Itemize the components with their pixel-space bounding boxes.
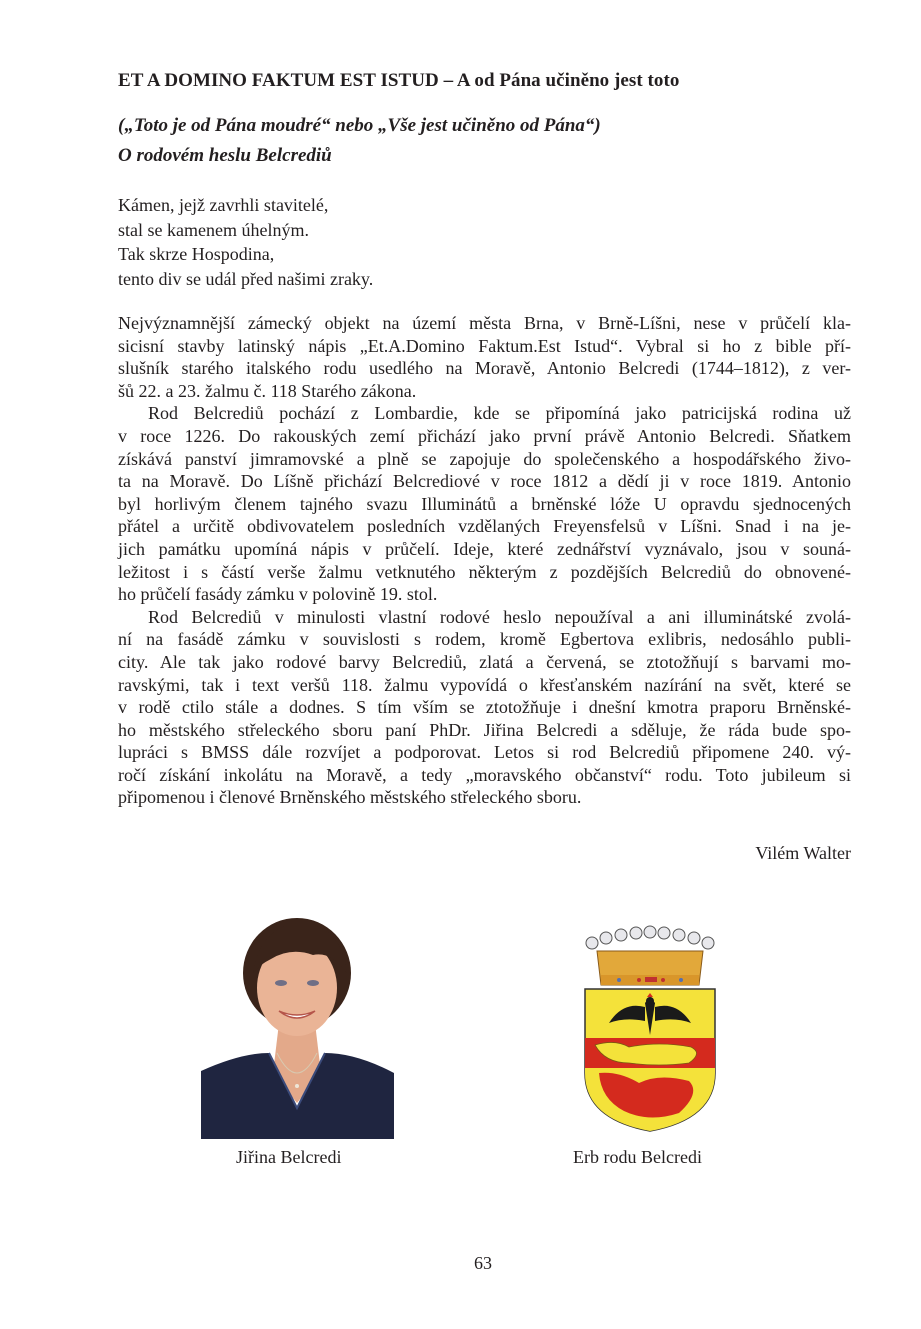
- article-subtitle-secondary: O rodovém heslu Belcrediů: [118, 145, 332, 166]
- body-line: ní na fasádě zámku v souvislosti s rodem, kromě Egbertova exlibris, nedosáhlo publi-: [118, 629, 851, 650]
- body-line: získává panství jimramovské a plně se zapojuje do společenského a hospodářského živo-: [118, 448, 851, 469]
- body-line: byl horlivým členem tajného svazu Illuminátů a brněnské lóže U opravdu sjednocených: [118, 493, 851, 514]
- body-line: ta na Moravě. Do Líšně přichází Belcrediové v roce 1812 a dědí ji v roce 1819. Antonio: [118, 471, 851, 492]
- body-line: ročí získání inkolátu na Moravě, a tedy „moravského občanství“ rodu. Toto jubileum si: [118, 764, 851, 785]
- article-heading: ET A DOMINO FAKTUM EST ISTUD – A od Pána učiněno jest toto: [118, 70, 680, 91]
- body-line: lupráci s BMSS dále rozvíjet a podporovat. Letos si rod Belcrediů připomene 240. vý-: [118, 742, 851, 763]
- article-subtitle: („Toto je od Pána moudré“ nebo „Vše jest učiněno od Pána“): [118, 115, 601, 136]
- body-line: Nejvýznamnější zámecký objekt na území města Brna, v Brně-Líšni, nese v průčelí kla-: [118, 313, 851, 333]
- author-signature: Vilém Walter: [755, 843, 851, 863]
- poem-line: Kámen, jejž zavrhli stavitelé,: [118, 195, 329, 215]
- body-line: sicisní stavby latinský nápis „Et.A.Domino Faktum.Est Istud“. Vybral si ho z bible pří-: [118, 335, 851, 356]
- portrait-caption: Jiřina Belcredi: [236, 1147, 342, 1167]
- body-line: přátel a určitě obdivovatelem posledních vzdělaných Freyensfelsů v Líšni. Snad i na je-: [118, 516, 851, 537]
- body-line: připomenou i členové Brněnského městského střeleckého sboru.: [118, 787, 582, 808]
- poem-block: [118, 193, 373, 291]
- coat-of-arms: [579, 923, 721, 1133]
- body-line: slušník starého italského rodu usedlého na Moravě, Antonio Belcredi (1744–1812), z ver-: [118, 358, 851, 379]
- coat-of-arms-caption: Erb rodu Belcredi: [573, 1147, 702, 1167]
- body-line: Rod Belcrediů pochází z Lombardie, kde se připomíná jako patricijská rodina už: [148, 403, 851, 424]
- portrait-illustration: [201, 903, 394, 1139]
- poem-line: stal se kamenem úhelným.: [118, 219, 309, 240]
- portrait-photo: [201, 903, 394, 1139]
- poem-line: tento div se udál před našimi zraky.: [118, 268, 374, 289]
- body-line: Rod Belcrediů v minulosti vlastní rodové heslo nepoužíval a ani illuminátské zvolá-: [148, 606, 851, 627]
- body-line: v rodě ctilo stále a dodnes. S tím vším se ztotožňuje i dnešní kmotra praporu Brněnské-: [118, 697, 851, 718]
- page-number: 63: [474, 1253, 492, 1273]
- coat-of-arms-illustration: [579, 923, 721, 1133]
- body-line: ležitost i s částí verše žalmu vetknutého některým z pozdějších Belcrediů do obnovené-: [118, 561, 851, 582]
- body-line: šů 22. a 23. žalmu č. 118 Starého zákona.: [118, 380, 417, 401]
- body-line: ho městského střeleckého sboru paní PhDr. Jiřina Belcredi a sděluje, že ráda bude spo-: [118, 719, 851, 740]
- poem-line: Tak skrze Hospodina,: [118, 244, 275, 264]
- article-body: [118, 312, 851, 809]
- body-line: v roce 1226. Do rakouských zemí přichází jako první právě Antonio Belcredi. Sňatkem: [118, 425, 851, 446]
- body-line: ravskými, tak i text veršů 118. žalmu vypovídá o křesťanském nazírání na svět, které se: [118, 674, 851, 695]
- body-line: jich památku upomíná nápis v průčelí. Ideje, které zednářství vyznávalo, jsou v souná-: [118, 538, 851, 559]
- body-line: city. Ale tak jako rodové barvy Belcrediů, zlatá a červená, se ztotožňují s barvami mo-: [118, 651, 851, 672]
- body-line: ho průčelí fasády zámku v polovině 19. stol.: [118, 584, 438, 605]
